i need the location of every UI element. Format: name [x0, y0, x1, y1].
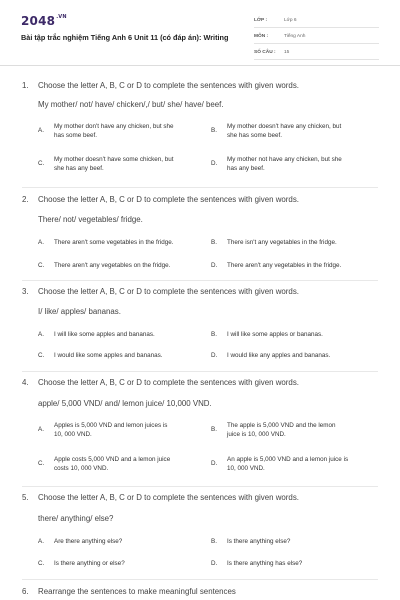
question-4-stem: apple/ 5,000 VND/ and/ lemon juice/ 10,000 VND. — [38, 399, 212, 408]
question-2-option-d[interactable]: D. There aren't any vegetables in the fridge. — [211, 262, 342, 269]
question-3-option-b[interactable]: B. I will like some apples or bananas. — [211, 331, 323, 338]
divider — [22, 187, 378, 188]
divider — [22, 579, 378, 580]
question-5-option-c[interactable]: C. Is there anything or else? — [38, 560, 125, 567]
question-3-instruction: 3. Choose the letter A, B, C or D to complete the sentences with given words. — [22, 287, 299, 296]
question-1-option-d[interactable]: D. My mother not have any chicken, but she has any beef. — [211, 156, 342, 172]
question-5-stem: there/ anything/ else? — [38, 514, 114, 523]
question-2-option-a[interactable]: A. There aren't some vegetables in the fridge. — [38, 239, 174, 246]
page-header — [0, 0, 400, 66]
question-5-option-d[interactable]: D. Is there anything has else? — [211, 560, 303, 567]
question-4-option-a[interactable]: A. Apples is 5,000 VND and lemon juices is 10, 000 VND. — [38, 422, 168, 438]
meta-label: LỚP : — [254, 18, 268, 23]
meta-row-subject — [254, 30, 379, 44]
question-2-option-b[interactable]: B. There isn't any vegetables in the fridge. — [211, 239, 337, 246]
question-3-option-c[interactable]: C. I would like some apples and bananas. — [38, 352, 163, 359]
question-6-instruction: 6. Rearrange the sentences to make meaningful sentences — [22, 587, 236, 596]
question-4-instruction: 4. Choose the letter A, B, C or D to complete the sentences with given words. — [22, 378, 299, 387]
question-4-option-d[interactable]: D. An apple is 5,000 VND and a lemon juice is 10, 000 VND. — [211, 456, 349, 472]
quiz-meta — [254, 14, 379, 62]
meta-value: Lớp 6 — [284, 18, 297, 23]
divider — [22, 280, 378, 281]
question-1-instruction: 1. Choose the letter A, B, C or D to complete the sentences with given words. — [22, 81, 299, 90]
question-5-option-a[interactable]: A. Are there anything else? — [38, 538, 123, 545]
site-logo[interactable]: $2048^{.VN}$ — [21, 14, 67, 28]
meta-value: 15 — [284, 50, 290, 55]
page-title: Bài tập trắc nghiệm Tiếng Anh 6 Unit 11 (có đáp án): Writing — [21, 33, 229, 42]
question-2-stem: There/ not/ vegetables/ fridge. — [38, 215, 143, 224]
meta-label: MÔN : — [254, 34, 269, 39]
question-2-option-c[interactable]: C. There aren't any vegetables on the fridge. — [38, 262, 171, 269]
question-3-stem: I/ like/ apples/ bananas. — [38, 307, 121, 316]
question-3-option-d[interactable]: D. I would like any apples and bananas. — [211, 352, 331, 359]
question-1-stem: My mother/ not/ have/ chicken/,/ but/ she/ have/ beef. — [38, 100, 224, 109]
question-1-option-a[interactable]: A. My mother don't have any chicken, but she has some beef. — [38, 123, 174, 139]
meta-row-count — [254, 46, 379, 60]
question-1-option-c[interactable]: C. My mother doesn't have some chicken, but she has any beef. — [38, 156, 174, 172]
question-1-option-b[interactable]: B. My mother doesn't have any chicken, but she has some beef. — [211, 123, 342, 139]
question-5-option-b[interactable]: B. Is there anything else? — [211, 538, 291, 545]
question-4-option-c[interactable]: C. Apple costs 5,000 VND and a lemon juice costs 10, 000 VND. — [38, 456, 171, 472]
meta-value: Tiếng Anh — [284, 34, 306, 39]
question-2-instruction: 2. Choose the letter A, B, C or D to complete the sentences with given words. — [22, 195, 299, 204]
divider — [22, 371, 378, 372]
meta-label: SỐ CÂU : — [254, 50, 276, 55]
question-4-option-b[interactable]: B. The apple is 5,000 VND and the lemon juice is 10, 000 VND. — [211, 422, 336, 438]
question-5-instruction: 5. Choose the letter A, B, C or D to complete the sentences with given words. — [22, 493, 299, 502]
question-3-option-a[interactable]: A. I will like some apples and bananas. — [38, 331, 155, 338]
divider — [22, 486, 378, 487]
meta-row-class — [254, 14, 379, 28]
